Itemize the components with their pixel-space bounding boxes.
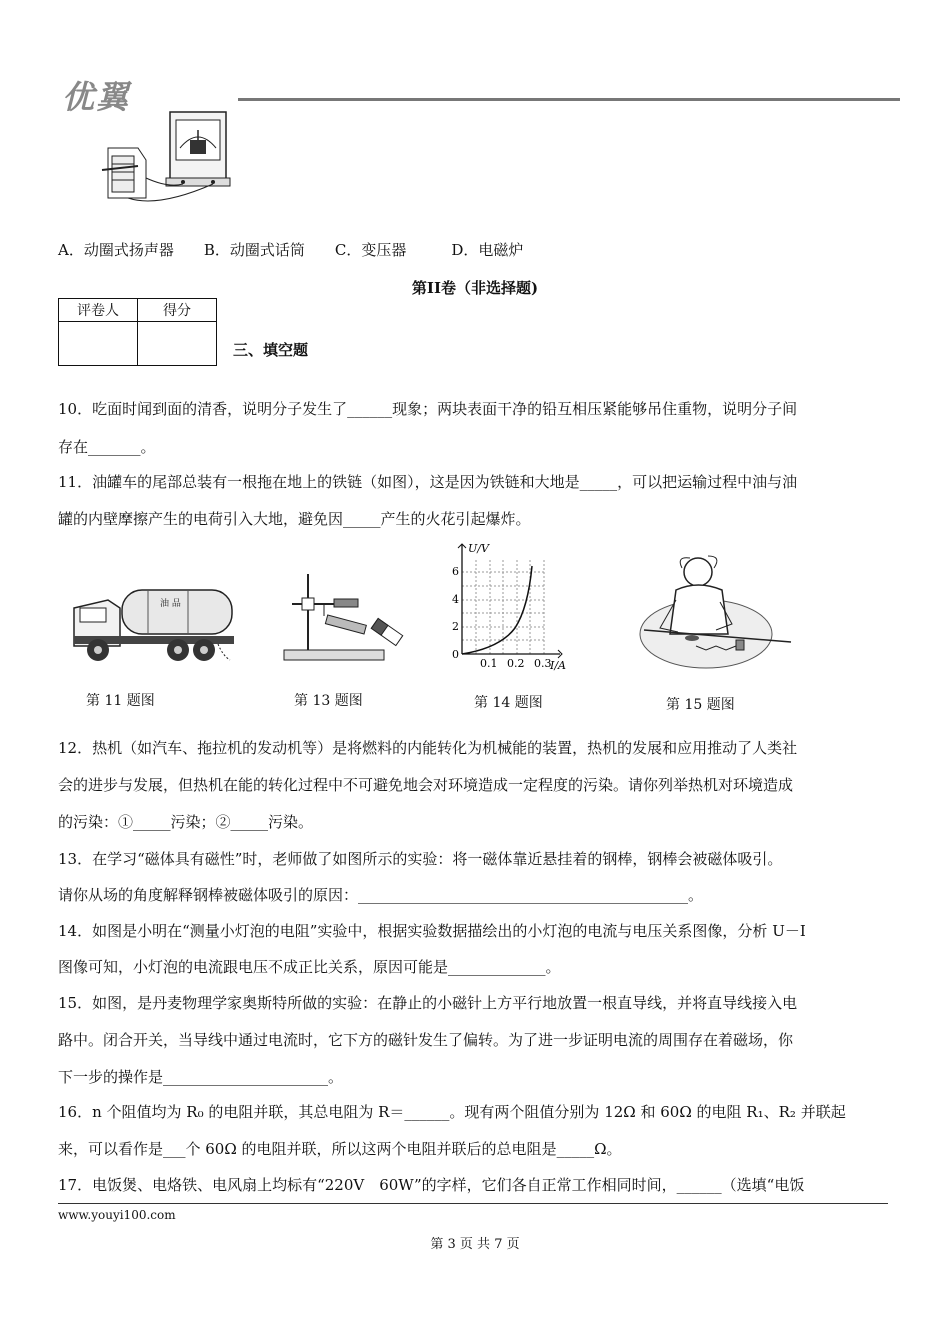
fig14-caption: 第 14 题图 xyxy=(474,695,543,711)
fig11-caption: 第 11 题图 xyxy=(86,693,155,709)
truck-tank-text: 油 品 xyxy=(160,599,181,609)
q12-line2: 会的进步与发展，但热机在能的转化过程中不可避免地会对环境造成一定程度的污染。请你列举热机对环境造成 xyxy=(58,776,794,794)
header-rule xyxy=(238,98,900,101)
graph14-x-tick-0.3: 0.3 xyxy=(534,657,552,670)
q10-line1: 10．吃面时闻到面的清香，说明分子发生了______现象；两块表面干净的铅互相压紧能够吊住重物，说明分子间 xyxy=(58,400,798,418)
q17-line1: 17．电饭煲、电烙铁、电风扇上均标有“220V 60W”的字样，它们各自正常工作相同时间，______（选填“电饭 xyxy=(58,1176,805,1194)
fig11-tanker-truck xyxy=(68,578,238,673)
page-number: 第 3 页 共 7 页 xyxy=(430,1237,520,1252)
q14-line1: 14．如图是小明在“测量小灯泡的电阻”实验中，根据实验数据描绘出的小灯泡的电流与电压关系图像，分析 U－I xyxy=(58,922,806,940)
q12-line3: 的污染：①_____污染；②_____污染。 xyxy=(58,813,314,831)
q13-line2: 请你从场的角度解释钢棒被磁体吸引的原因：____________________________________________。 xyxy=(58,886,704,904)
q9-meter-apparatus-figure xyxy=(98,108,233,213)
section-fill-blank-label: 三、填空题 xyxy=(233,341,309,359)
q9-options: A．动圈式扬声器 B．动圈式话筒 C．变压器 D．电磁炉 xyxy=(58,241,524,259)
grader-reviewer-cell xyxy=(59,322,138,366)
fig14-ui-graph xyxy=(440,538,570,678)
graph14-y-tick-0: 0 xyxy=(452,648,459,661)
youyi-logo: 优翼 xyxy=(62,78,131,116)
graph14-y-tick-2: 2 xyxy=(452,620,459,633)
fig15-caption: 第 15 题图 xyxy=(666,697,735,713)
q10-line2: 存在_______。 xyxy=(58,438,156,456)
fig13-caption: 第 13 题图 xyxy=(294,693,363,709)
q12-line1: 12．热机（如汽车、拖拉机的发动机等）是将燃料的内能转化为机械能的装置，热机的发展和应用推动了人类社 xyxy=(58,739,798,757)
graph14-x-label: I/A xyxy=(550,659,566,672)
graph14-x-tick-0.1: 0.1 xyxy=(480,657,498,670)
q11-line1: 11．油罐车的尾部总装有一根拖在地上的铁链（如图），这是因为铁链和大地是_____，可以把运输过程中油与油 xyxy=(58,473,798,491)
graph14-y-tick-6: 6 xyxy=(452,565,459,578)
graph14-y-label: U/V xyxy=(468,542,489,555)
q16-line1: 16．n 个阻值均为 R₀ 的电阻并联，其总电阻为 R＝______。现有两个阻值分别为 12Ω 和 60Ω 的电阻 R₁、R₂ 并联起 xyxy=(58,1103,846,1121)
q14-line2: 图像可知，小灯泡的电流跟电压不成正比关系，原因可能是_____________。 xyxy=(58,958,561,976)
section-ii-title: 第II卷（非选择题) xyxy=(411,279,539,297)
fig13-magnet-stand xyxy=(278,568,413,668)
grader-score-cell xyxy=(138,322,217,366)
q11-line2: 罐的内壁摩擦产生的电荷引入大地，避免因_____产生的火花引起爆炸。 xyxy=(58,510,531,528)
grader-col-score: 得分 xyxy=(138,299,217,322)
grader-table xyxy=(58,298,217,366)
q16-line2: 来，可以看作是___个 60Ω 的电阻并联，所以这两个电阻并联后的总电阻是_____Ω。 xyxy=(58,1140,622,1158)
q15-line2: 路中。闭合开关，当导线中通过电流时，它下方的磁针发生了偏转。为了进一步证明电流的周围存在着磁场，你 xyxy=(58,1031,794,1049)
grader-col-reviewer: 评卷人 xyxy=(59,299,138,322)
footer-rule xyxy=(58,1203,888,1204)
footer-url[interactable]: www.youyi100.com xyxy=(58,1208,176,1222)
graph14-y-tick-4: 4 xyxy=(452,593,459,606)
graph14-x-tick-0.2: 0.2 xyxy=(507,657,525,670)
q15-line1: 15．如图，是丹麦物理学家奥斯特所做的实验：在静止的小磁针上方平行地放置一根直导线，并将直导线接入电 xyxy=(58,994,798,1012)
fig15-oersted-experiment xyxy=(636,550,796,675)
q13-line1: 13．在学习“磁体具有磁性”时，老师做了如图所示的实验：将一磁体靠近悬挂着的钢棒，钢棒会被磁体吸引。 xyxy=(58,850,783,868)
q15-line3: 下一步的操作是______________________。 xyxy=(58,1068,344,1086)
